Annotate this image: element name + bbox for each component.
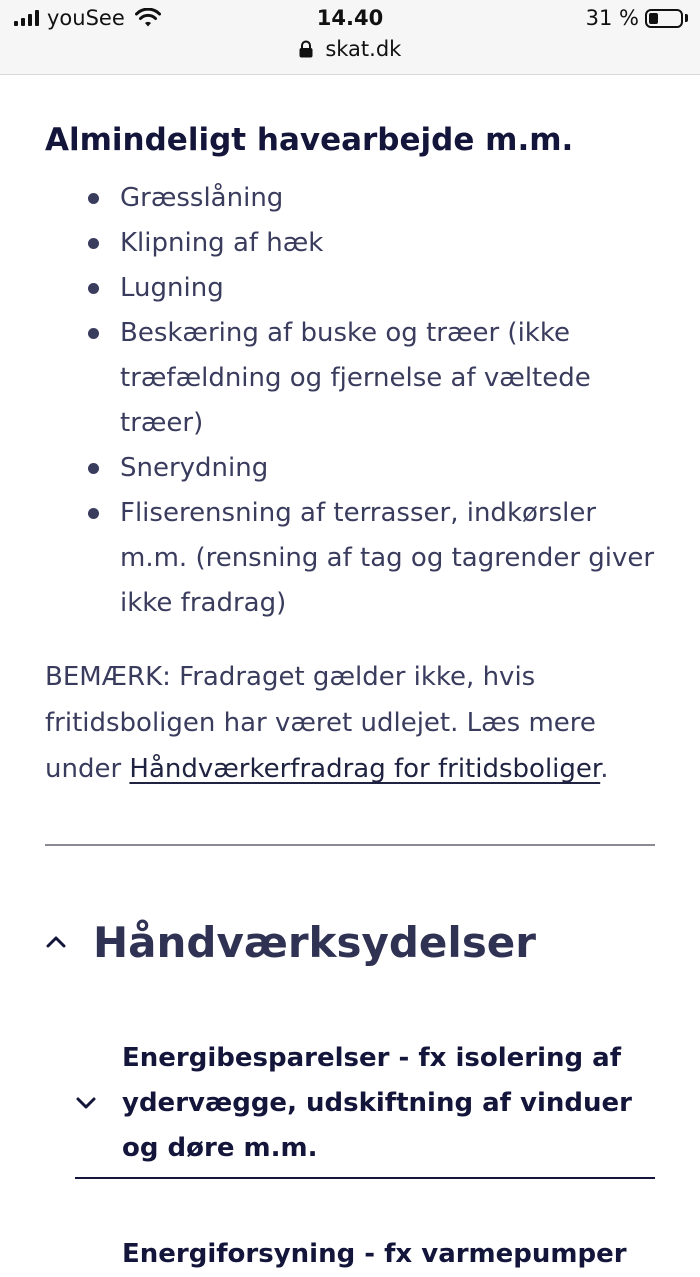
battery-icon (645, 9, 683, 28)
status-right (586, 6, 688, 30)
lock-icon (299, 40, 313, 58)
sub-accordion-energibesparelser[interactable] (75, 1036, 655, 1179)
note-suffix: . (600, 754, 609, 784)
list-item: Snerydning (120, 446, 655, 491)
carrier-name: youSee (47, 6, 125, 30)
battery-level (649, 13, 658, 24)
next-sub-accordion-title[interactable]: Energiforsyning - fx varmepumper (122, 1239, 627, 1269)
work-list (45, 176, 655, 626)
list-item: Klipning af hæk (120, 221, 655, 266)
list-item: Fliserensning af terrasser, indkørsler m.m. (rensning af tag og tagrender giver ikke fradrag) (120, 491, 655, 626)
main-content (45, 118, 655, 792)
accordion-title: Håndværksydelser (93, 917, 537, 967)
chevron-down-icon (75, 1092, 97, 1114)
sub-accordion-title: Energibesparelser - fx isolering af ydervægge, udskiftning af vinduer og døre m.m. (122, 1043, 632, 1163)
battery-cap (685, 14, 688, 22)
accordion-haandvaerksydelser[interactable] (45, 912, 655, 972)
battery-percentage: 31 % (585, 6, 639, 30)
address-url: skat.dk (325, 37, 402, 61)
chevron-up-icon (45, 931, 67, 953)
list-item: Græsslåning (120, 176, 655, 221)
status-time: 14.40 (316, 6, 384, 30)
status-bar (0, 0, 700, 75)
section-divider (45, 844, 655, 846)
note-text: BEMÆRK: Fradraget gælder ikke, hvis fritidsboligen har været udlejet. Læs mere under (45, 662, 596, 784)
list-item: Lugning (120, 266, 655, 311)
fritidsbolig-link[interactable]: Håndværkerfradrag for fritidsboliger (129, 754, 601, 784)
note-paragraph (45, 654, 655, 792)
section-title: Almindeligt havearbejde m.m. (45, 122, 574, 158)
list-item: Beskæring af buske og træer (ikke træfældning og fjernelse af væltede træer) (120, 311, 655, 446)
address-bar[interactable] (0, 37, 700, 61)
